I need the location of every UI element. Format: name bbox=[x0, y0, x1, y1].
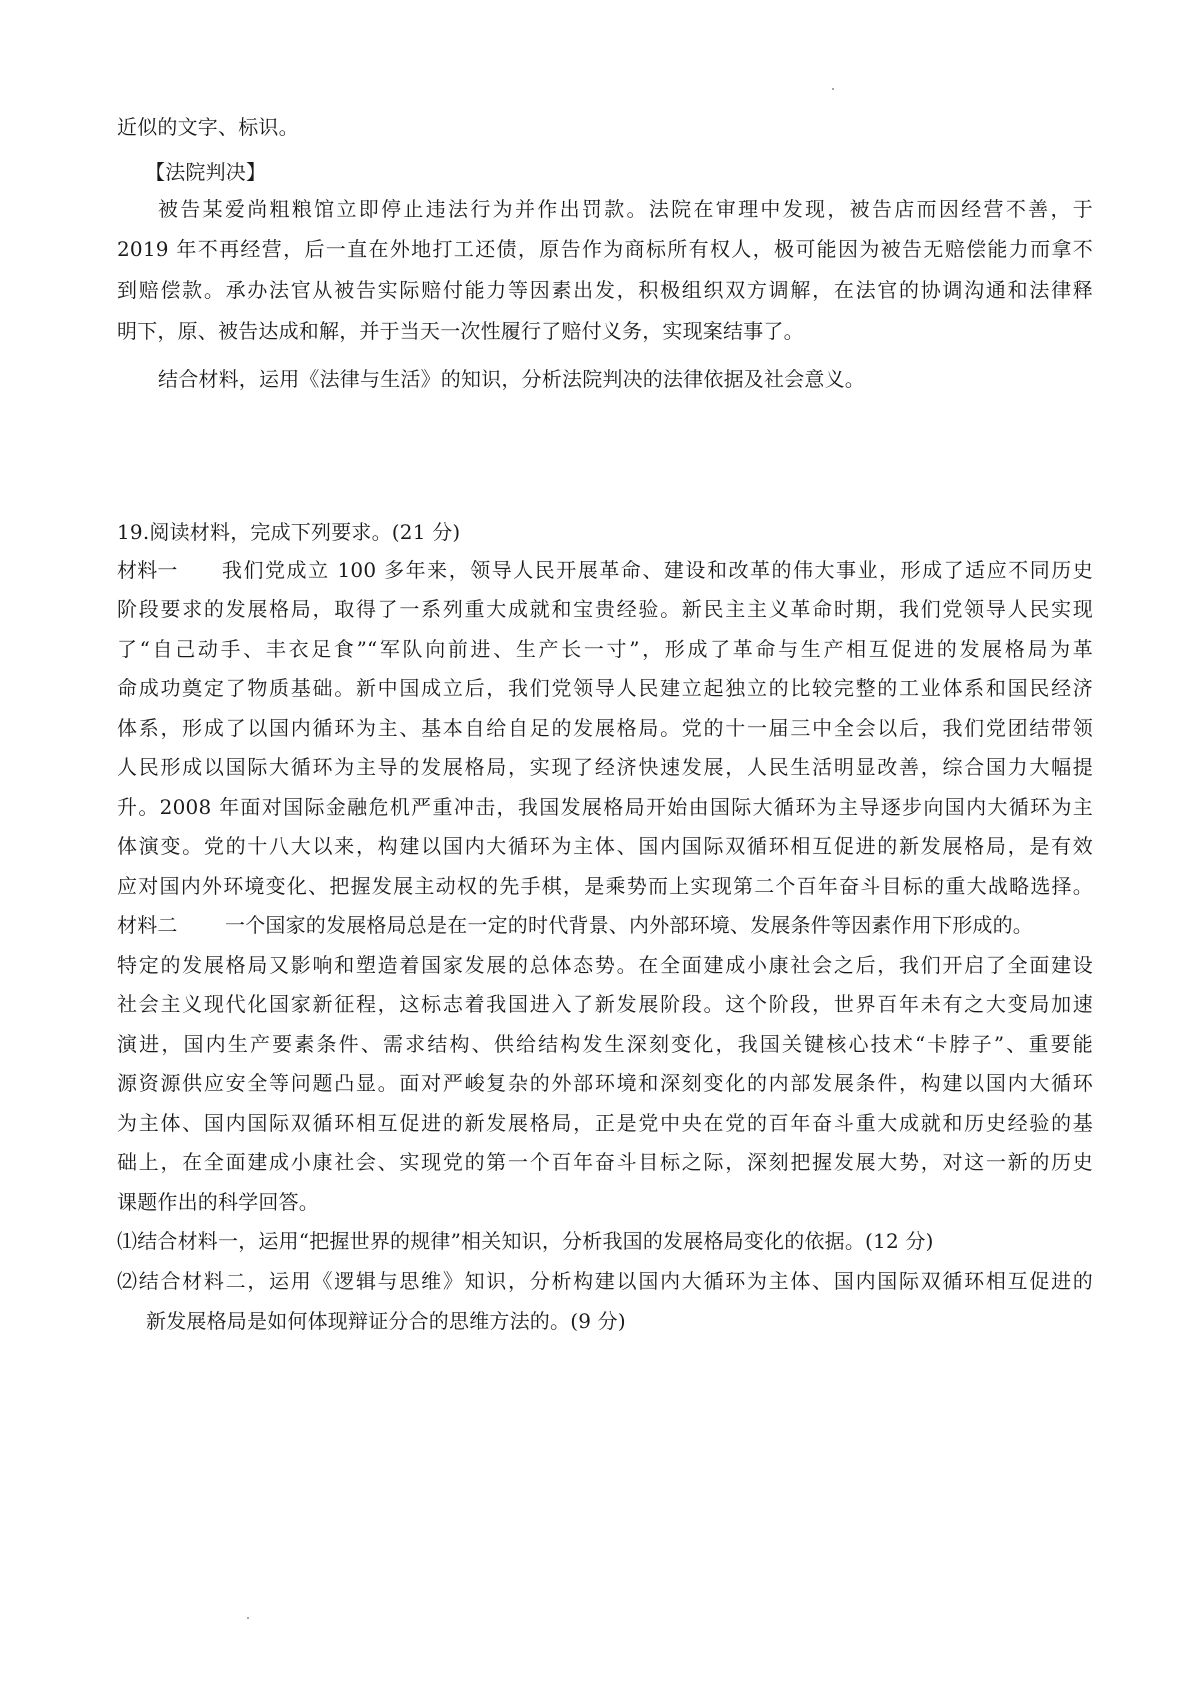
court-paragraph-line: 2019 年不再经营，后一直在外地打工还债，原告作为商标所有权人，极可能因为被告无赔偿能力而拿不 bbox=[117, 237, 1093, 261]
court-heading: 【法院判决】 bbox=[145, 160, 267, 184]
court-paragraph-line: 明下，原、被告达成和解，并于当天一次性履行了赔付义务，实现案结事了。 bbox=[117, 319, 804, 343]
material-2-line: 特定的发展格局又影响和塑造着国家发展的总体态势。在全面建成小康社会之后，我们开启了全面建设 bbox=[117, 953, 1093, 977]
material-1-label: 材料一 bbox=[117, 558, 178, 582]
material-2-line: 源资源供应安全等问题凸显。面对严峻复杂的外部环境和深刻变化的内部发展条件，构建以国内大循环 bbox=[117, 1071, 1093, 1095]
sub-question-2: ⑵结合材料二，运用《逻辑与思维》知识，分析构建以国内大循环为主体、国内国际双循环相互促进的 bbox=[117, 1269, 1093, 1293]
material-1-line: 我们党成立 100 多年来，领导人民开展革命、建设和改革的伟大事业，形成了适应不同历史 bbox=[222, 558, 1093, 582]
material-2-line: 课题作出的科学回答。 bbox=[117, 1190, 319, 1214]
material-2-line: 演进，国内生产要素条件、需求结构、供给结构发生深刻变化，我国关键核心技术“卡脖子”、重要能 bbox=[117, 1032, 1093, 1056]
court-paragraph-line: 被告某爱尚粗粮馆立即停止违法行为并作出罚款。法院在审理中发现，被告店而因经营不善，于 bbox=[158, 197, 1093, 221]
material-1-line: 体系，形成了以国内循环为主、基本自给自足的发展格局。党的十一届三中全会以后，我们党团结带领 bbox=[117, 716, 1093, 740]
material-2-line: 一个国家的发展格局总是在一定的时代背景、内外部环境、发展条件等因素作用下形成的。 bbox=[225, 913, 1033, 937]
material-2-label: 材料二 bbox=[117, 913, 178, 937]
material-1-line: 体演变。党的十八大以来，构建以国内大循环为主体、国内国际双循环相互促进的新发展格局，是有效 bbox=[117, 834, 1093, 858]
court-question: 结合材料，运用《法律与生活》的知识，分析法院判决的法律依据及社会意义。 bbox=[158, 367, 865, 391]
material-1-line: 升。2008 年面对国际金融危机严重冲击，我国发展格局开始由国际大循环为主导逐步向国内大循环为主 bbox=[117, 795, 1093, 819]
material-1-line: 命成功奠定了物质基础。新中国成立后，我们党领导人民建立起独立的比较完整的工业体系和国民经济 bbox=[117, 676, 1093, 700]
material-2-line: 础上，在全面建成小康社会、实现党的第一个百年奋斗目标之际，深刻把握发展大势，对这一新的历史 bbox=[117, 1150, 1093, 1174]
scan-speck bbox=[247, 1617, 249, 1619]
material-2-line: 社会主义现代化国家新征程，这标志着我国进入了新发展阶段。这个阶段，世界百年未有之大变局加速 bbox=[117, 992, 1093, 1016]
question-19-title: 19.阅读材料，完成下列要求。(21 分) bbox=[117, 520, 461, 544]
material-1-line: 应对国内外环境变化、把握发展主动权的先手棋，是乘势而上实现第二个百年奋斗目标的重大战略选择。 bbox=[117, 874, 1093, 898]
material-1-line: 了“自己动手、丰衣足食”“军队向前进、生产长一寸”，形成了革命与生产相互促进的发展格局为革 bbox=[117, 637, 1093, 661]
sub-question-2-continuation: 新发展格局是如何体现辩证分合的思维方法的。(9 分) bbox=[146, 1309, 626, 1333]
scan-speck bbox=[832, 88, 834, 90]
sub-question-1: ⑴结合材料一，运用“把握世界的规律”相关知识，分析我国的发展格局变化的依据。(12 分) bbox=[117, 1229, 934, 1253]
material-2-line: 为主体、国内国际双循环相互促进的新发展格局，正是党中央在党的百年奋斗重大成就和历史经验的基 bbox=[117, 1111, 1093, 1135]
material-1-line: 阶段要求的发展格局，取得了一系列重大成就和宝贵经验。新民主主义革命时期，我们党领导人民实现 bbox=[117, 597, 1093, 621]
material-1-line: 人民形成以国际大循环为主导的发展格局，实现了经济快速发展，人民生活明显改善，综合国力大幅提 bbox=[117, 755, 1093, 779]
continuation-text: 近似的文字、标识。 bbox=[117, 115, 299, 139]
court-paragraph-line: 到赔偿款。承办法官从被告实际赔付能力等因素出发，积极组织双方调解，在法官的协调沟通和法律释 bbox=[117, 278, 1093, 302]
